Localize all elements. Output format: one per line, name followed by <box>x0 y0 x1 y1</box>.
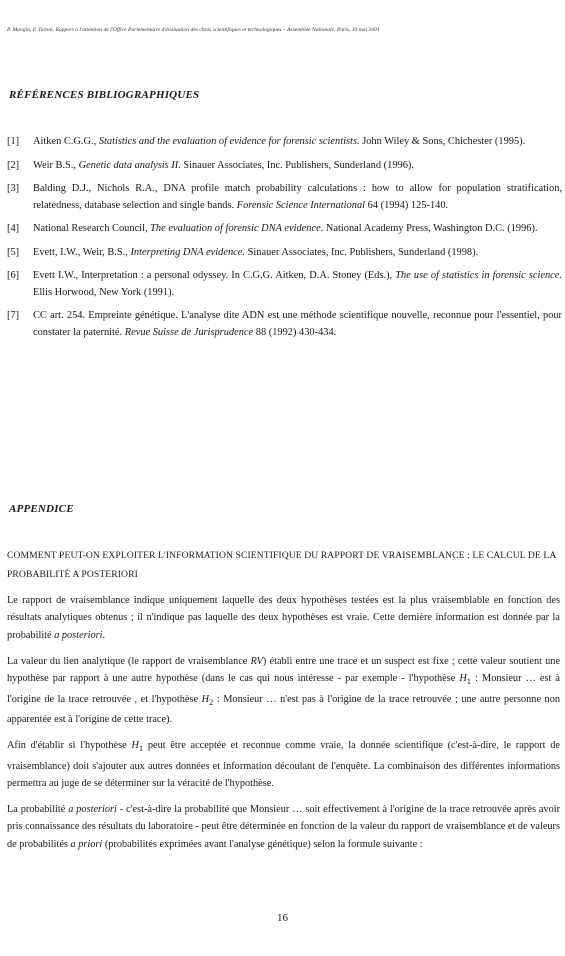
reference-text: Aitken C.G.G., <box>33 136 99 147</box>
paragraph-text: : Monsieur … n'est pas à l'origine de la trace retrouvée ; une autre personne non apparentée est à l'origine de cette trace). <box>7 693 560 725</box>
reference-text: CC art. 254. Empreinte génétique. L'analyse dite ADN est une méthode scientifique nouvelle, reconnue pour l'essentiel, pour constater la paternité. <box>33 310 562 338</box>
reference-item <box>7 245 562 262</box>
appendix-title: APPENDICE <box>9 503 74 515</box>
paragraph-text: La probabilité <box>7 804 69 816</box>
paragraph-text: (probabilités exprimées avant l'analyse génétique) selon la formule suivante : <box>102 838 423 850</box>
reference-text: Ellis Horwood, New York (1991). <box>33 286 175 298</box>
reference-text: Sinauer Associates, Inc. Publishers, Sunderland (1998). <box>245 246 479 258</box>
paragraph-italic: a posteriori <box>68 804 117 816</box>
hypothesis-subscript: 1 <box>466 676 472 687</box>
hypothesis-symbol: H <box>201 693 210 705</box>
reference-text: 88 (1992) 430-434. <box>253 326 337 338</box>
reference-title: The evaluation of forensic DNA evidence. <box>150 223 324 234</box>
reference-number: [6] <box>7 270 20 281</box>
paragraph-text: Afin d'établir si l'hypothèse <box>7 740 132 752</box>
reference-text: National Academy Press, Washington D.C. (1996). <box>323 223 538 234</box>
reference-title: The use of statistics in forensic science. <box>395 270 562 281</box>
references-title: RÉFÉRENCES BIBLIOGRAPHIQUES <box>9 89 200 101</box>
reference-number: [1] <box>7 136 20 147</box>
reference-item <box>7 158 562 175</box>
reference-number: [3] <box>7 183 20 194</box>
references-list <box>7 134 562 348</box>
paragraph-text: Le rapport de vraisemblance indique uniquement laquelle des deux hypothèses testées est la plus vraisemblable en fonction des résultats analytiques obtenus ; il n'indique pas laquelle des deux hypothèses est vraie. Cette dernière information est donnée par la probabilité <box>7 595 560 641</box>
paragraph <box>7 737 560 792</box>
paragraph-italic: RV <box>250 655 263 667</box>
hypothesis-subscript: 1 <box>138 743 144 754</box>
reference-number: [2] <box>7 159 20 171</box>
reference-title: Forensic Science International <box>236 199 366 211</box>
reference-title: Revue Suisse de Jurisprudence <box>124 326 254 338</box>
reference-number: [7] <box>7 310 20 321</box>
reference-text: National Research Council, <box>33 223 151 234</box>
reference-item <box>7 221 562 238</box>
hypothesis-symbol: H <box>131 740 139 752</box>
appendix-heading: COMMENT PEUT-ON EXPLOITER L'INFORMATION SCIENTIFIQUE DU RAPPORT DE VRAISEMBLANCE : LE CALCUL DE LA PROBABILITÉ A POSTERIORI <box>7 550 556 580</box>
reference-text: John Wiley & Sons, Chichester (1995). <box>359 136 526 147</box>
reference-title: Statistics and the evaluation of evidence for forensic scientists. <box>98 136 360 147</box>
reference-title: Genetic data analysis II. <box>78 159 181 171</box>
paragraph-text: : Monsieur … est à l'origine de la trace retrouvée , et l'hypothèse <box>7 673 560 705</box>
hypothesis-subscript: 2 <box>209 696 214 707</box>
reference-item <box>7 268 562 301</box>
paragraph-text: ) établi entre une trace et un suspect est fixe ; cette valeur soutient une hypothèse par rapport à une autre hypothèse (dans le cas qui nous intéresse - par exemple - l'hypothèse <box>7 655 561 685</box>
reference-title: Interpreting DNA evidence. <box>130 246 246 258</box>
paragraph-text: - c'est-à-dire la probabilité que Monsieur … soit effectivement à l'origine de la trace retrouvée après avoir pris connaissance des résultats du laboratoire - peut être déterminée en fonction de la valeur du rapport de vraisemblance et de valeurs de probabilités <box>7 804 561 850</box>
reference-text: Evett I.W., Interpretation : a personal odyssey. In C.G.G. Aitken, D.A. Stoney (Eds.), <box>33 270 396 281</box>
page-number: 16 <box>277 912 288 924</box>
hypothesis-symbol: H <box>459 673 467 685</box>
paragraph <box>7 653 560 728</box>
reference-number: [5] <box>7 246 20 258</box>
paragraph <box>7 592 560 644</box>
reference-item <box>7 181 562 214</box>
paragraph-text: peut être acceptée et reconnue comme vraie, la donnée scientifique (c'est-à-dire, le rapport de vraisemblance) doit s'ajouter aux autres données et information découlant de l'enquête. La combinaison des différentes informations permettra au juge de se déterminer sur la véracité de l'hypothèse. <box>7 740 560 789</box>
paragraph-italic: a posteriori <box>54 629 103 641</box>
paragraph <box>7 801 560 853</box>
paragraph-text: . <box>102 629 106 641</box>
reference-text: Balding D.J., Nichols R.A., DNA profile match probability calculations : how to allow for population stratification, relatedness, database selection and single bands. <box>33 183 562 211</box>
reference-text: Weir B.S., <box>33 159 79 171</box>
reference-text: 64 (1994) 125-140. <box>365 199 449 211</box>
running-header: P. Mangin, F. Taroni, Rapport à l'attention de l'Office Parlementaire d'évaluation des choix scientifiques et technologiques – Assemblée Nationale, Paris, 10 mai 2001 <box>7 27 380 33</box>
reference-text: Evett, I.W., Weir, B.S., <box>33 246 131 258</box>
reference-number: [4] <box>7 223 20 234</box>
paragraph-italic: a priori <box>70 838 103 850</box>
paragraph-text: La valeur du lien analytique (le rapport de vraisemblance <box>7 655 251 667</box>
reference-item <box>7 134 562 151</box>
reference-text: Sinauer Associates, Inc. Publishers, Sunderland (1996). <box>180 159 414 171</box>
reference-item <box>7 308 562 341</box>
appendix-body <box>7 546 560 862</box>
